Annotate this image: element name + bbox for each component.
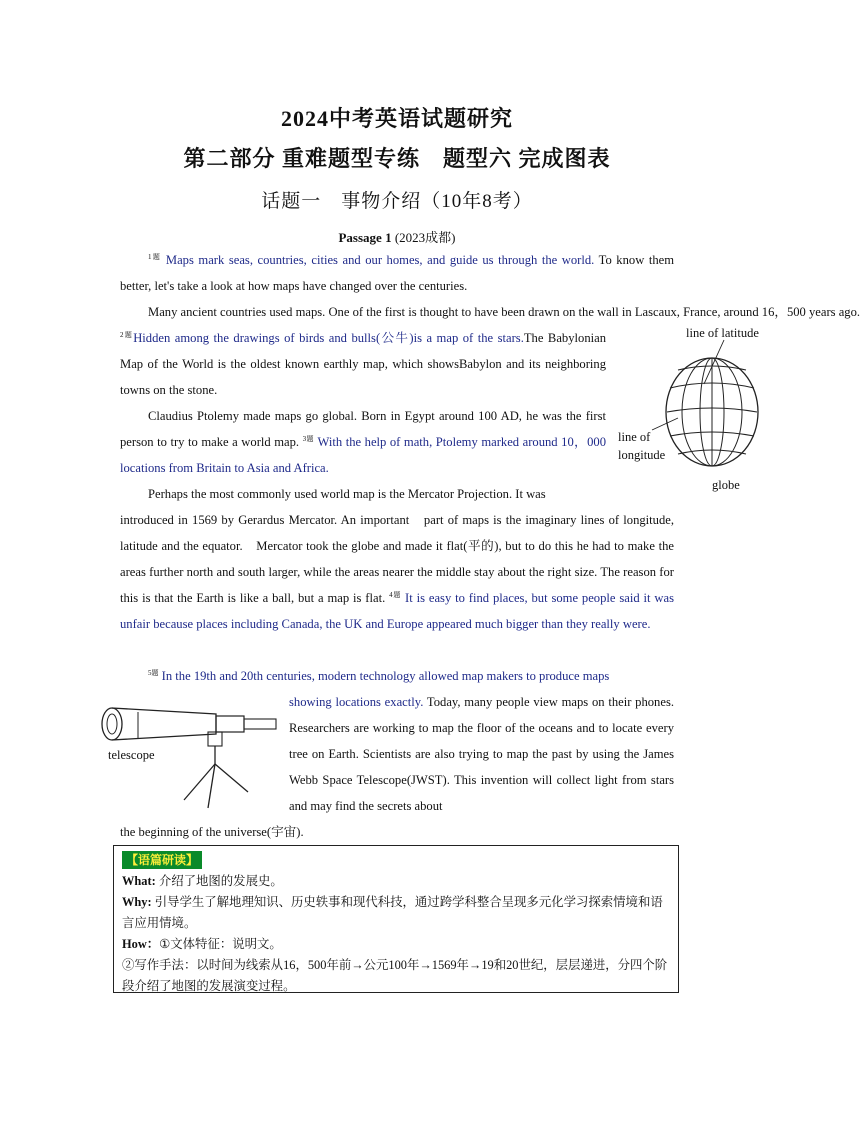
topic-title: 话题一 事物介绍（10年8考） (261, 191, 533, 212)
paragraph-2-line1 (120, 299, 860, 325)
telescope-figure (96, 696, 282, 814)
question-marker-3: 3题 (302, 434, 314, 443)
paragraph-4 (120, 507, 674, 637)
analysis-how (122, 934, 670, 955)
analysis-why (122, 892, 670, 934)
paragraph-5-rest: Today, many people view maps on their phones. Researchers are working to map the floor of the oceans and to locate every tree on Earth. Scientists are also trying to map the past by using the James Webb Space Telescope(JWST). This invention will collect light from stars and may find the secrets about (289, 695, 674, 813)
highlight-5a: In the 19th and 20th centuries, modern technology allowed map makers to produce maps (161, 669, 610, 683)
what-label: What: (122, 874, 156, 888)
globe-figure (612, 318, 792, 498)
analysis-what (122, 871, 670, 892)
paragraph-5-last (120, 819, 674, 845)
analysis-box (113, 845, 679, 993)
passage-source: (2023成都) (391, 230, 456, 245)
section-title: 第二部分 重难题型专练 题型六 完成图表 (183, 146, 611, 171)
label-longitude-2: longitude (618, 448, 666, 462)
paragraph-5-last-line: the beginning of the universe(宇宙). (120, 825, 304, 839)
highlight-1: Maps mark seas, countries, cities and our homes, and guide us through the world. (165, 253, 595, 267)
paragraph-2-lead: Many ancient countries used maps. One of the first is thought to have been drawn on the wall in Lascaux, France, around 16，500 years ago. (148, 305, 860, 319)
passage-label (0, 227, 794, 246)
globe-icon (612, 318, 792, 498)
globe-caption: globe (712, 478, 740, 492)
passage-number: Passage 1 (338, 230, 392, 245)
why-text: 引导学生了解地理知识、历史轶事和现代科技，通过跨学科整合呈现多元化学习探索情境和语言应用情境。 (122, 895, 663, 930)
telescope-label: telescope (108, 748, 155, 762)
label-latitude: line of latitude (686, 326, 759, 340)
paragraph-1-rest: To know them better, let's take a look at how maps have changed over the centuries. (120, 253, 675, 293)
paragraph-5-line1 (120, 663, 674, 689)
question-marker-4: 4题 (389, 590, 402, 599)
label-longitude-1: line of (618, 430, 651, 444)
how-text: ①文体特征：说明文。 (159, 937, 282, 951)
what-text: 介绍了地图的发展史。 (155, 874, 283, 888)
why-label: Why: (122, 895, 152, 909)
how-label: How： (122, 937, 160, 951)
highlight-3: With the help of math, Ptolemy marked around 10，000 locations from Britain to Asia and Africa. (120, 435, 607, 475)
main-title: 2024中考英语试题研究 (280, 106, 513, 131)
highlight-5b: showing locations exactly. (289, 695, 424, 709)
paragraph-2-rest: The Babylonian Map of the World is the oldest known earthly map, which showsBabylon and its neighboring towns on the stone. (120, 331, 606, 397)
paragraph-2-3-narrow (120, 325, 606, 507)
paragraph-1 (120, 247, 674, 299)
paragraph-4-lead: introduced in 1569 by Gerardus Mercator. An important part of maps is the imaginary lines of longitude, latitude and the equator. Mercator took the globe and made it flat(平的), but to do this he had to make the areas further north and south larger, while the areas nearer the middle stay about the right size. The reason for this is that the Earth is like a ball, but a map is flat. (120, 513, 674, 605)
question-marker-5: 5题 (148, 668, 159, 677)
analysis-method: ②写作手法：以时间为线索从16，500年前→公元100年→1569年→19和20世纪，层层递进，分四个阶段介绍了地图的发展演变过程。 (122, 958, 668, 993)
paragraph-5-wrapped (289, 689, 674, 819)
question-marker-2: 2题 (120, 330, 134, 339)
highlight-2: Hidden among the drawings of birds and bulls(公牛)is a map of the stars. (133, 331, 524, 345)
question-marker-1: 1题 (148, 252, 162, 261)
analysis-heading: 【语篇研读】 (122, 851, 202, 869)
paragraph-3-lead: Claudius Ptolemy made maps go global. Born in Egypt around 100 AD, he was the first person to try to make a world map. (120, 409, 606, 449)
paragraph-4-lead-narrow: Perhaps the most commonly used world map is the Mercator Projection. It was (148, 487, 546, 501)
highlight-4: It is easy to find places, but some people said it was unfair because places including Canada, the UK and Europe appeared much bigger than they really were. (120, 591, 675, 631)
